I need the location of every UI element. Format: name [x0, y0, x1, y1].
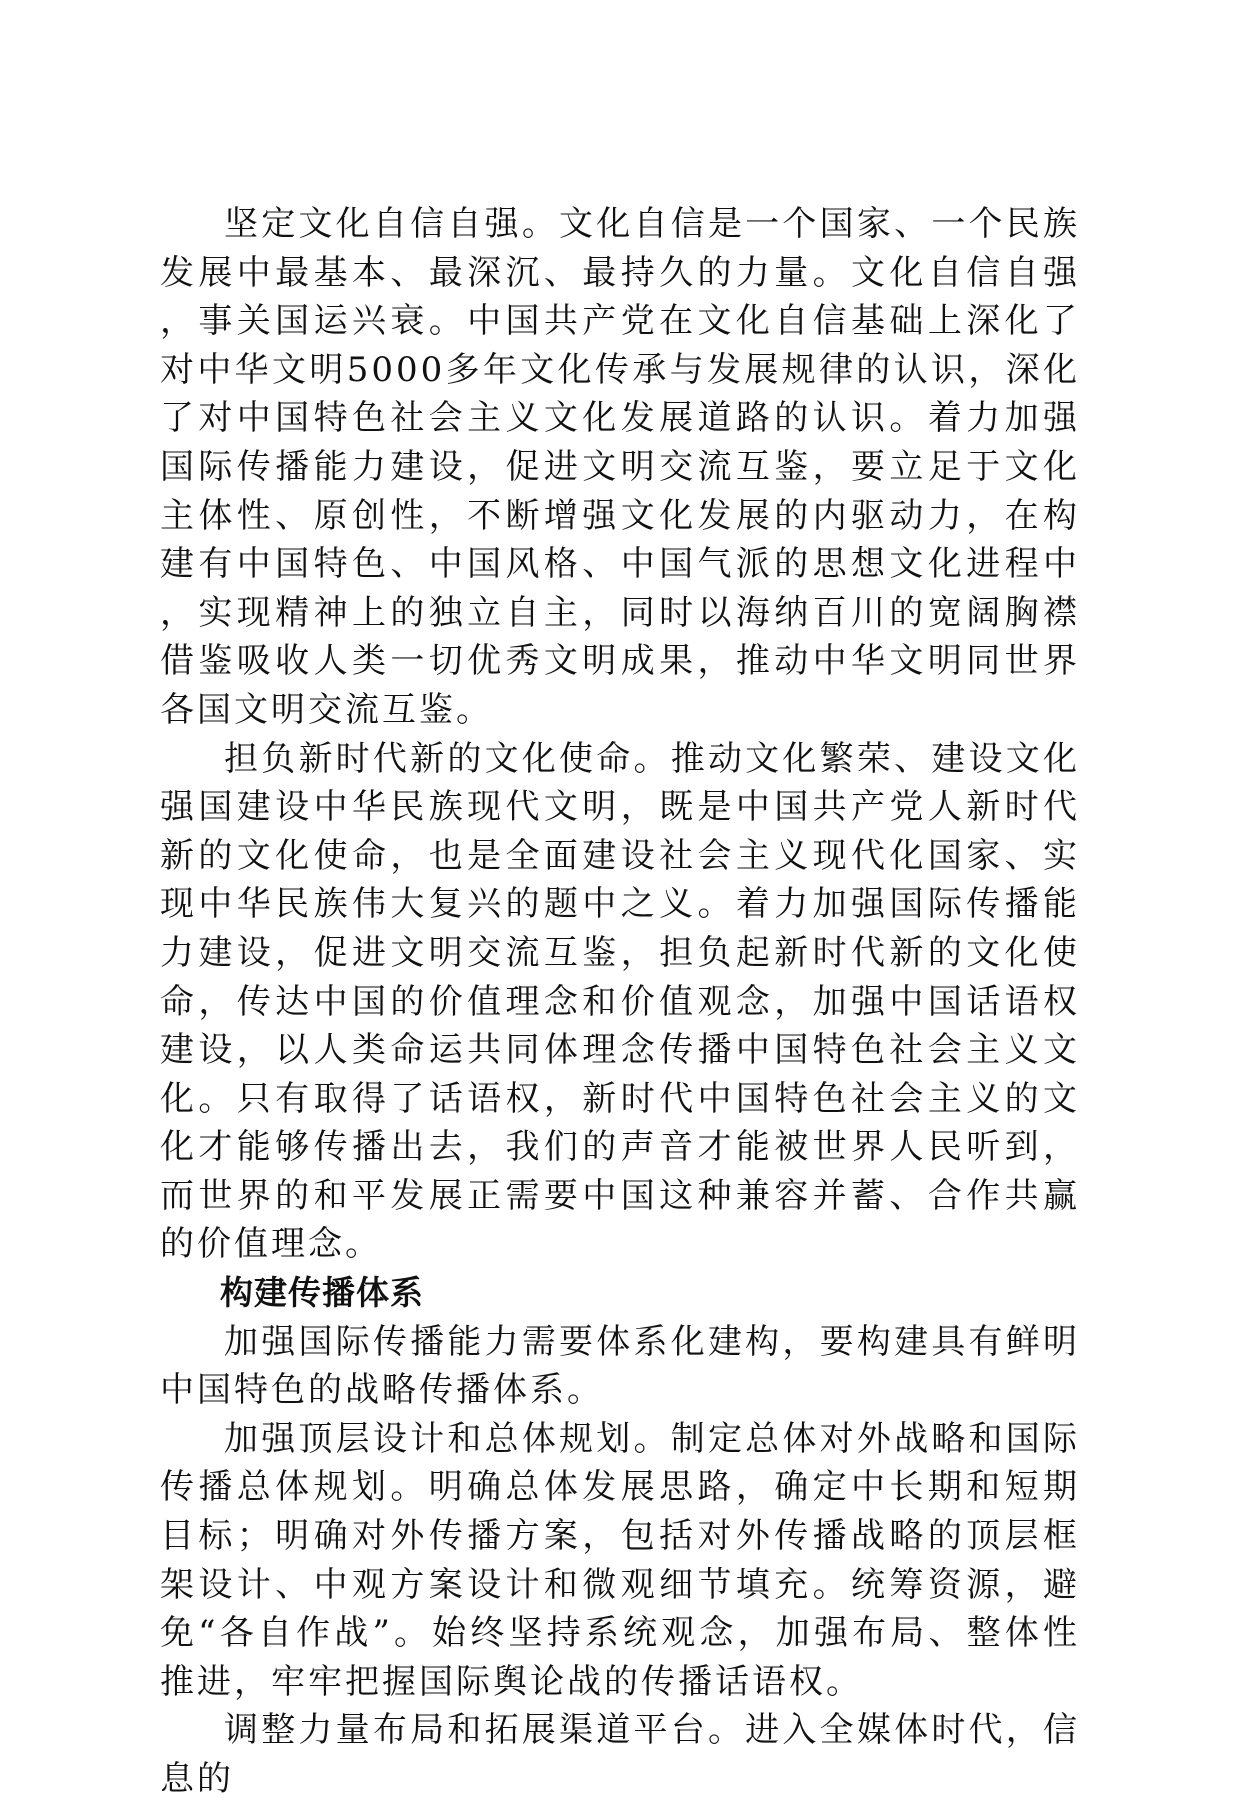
section-heading: 构建传播体系: [220, 1273, 424, 1313]
paragraph-channel-platform: 调整力量布局和拓展渠道平台。进入全媒体时代，信息的: [160, 1710, 1080, 1799]
paragraph-system-intro: 加强国际传播能力需要体系化建构，要构建具有鲜明中国特色的战略传播体系。: [160, 1321, 1080, 1411]
paragraph-cultural-mission: 担负新时代新的文化使命。推动文化繁荣、建设文化强国建设中华民族现代文明，既是中国共产党人新时代新的文化使命，也是全面建设社会主义现代化国家、实现中华民族伟大复兴的题中之义。着力加强国际传播能力建设，促进文明交流互鉴，担负起新时代新的文化使命，传达中国的价值理念和价值观念，加强中国话语权建设，以人类命运共同体理念传播中国特色社会主义文化。只有取得了话语权，新时代中国特色社会主义的文化才能够传播出去，我们的声音才能被世界人民听到，而世界的和平发展正需要中国这种兼容并蓄、合作共赢的价值理念。: [160, 738, 1080, 1265]
document-body: [160, 200, 1080, 1804]
paragraph-top-level-design: 加强顶层设计和总体规划。制定总体对外战略和国际传播总体规划。明确总体发展思路，确定中长期和短期目标；明确对外传播方案，包括对外传播战略的顶层框架设计、中观方案设计和微观细节填充。统筹资源，避免“各自作战”。始终坚持系统观念，加强布局、整体性推进，牢牢把握国际舆论战的传播话语权。: [160, 1418, 1080, 1702]
paragraph-cultural-confidence: 坚定文化自信自强。文化自信是一个国家、一个民族发展中最基本、最深沉、最持久的力量。文化自信自强，事关国运兴衰。中国共产党在文化自信基础上深化了对中华文明5000多年文化传承与发展规律的认识，深化了对中国特色社会主义文化发展道路的认识。着力加强国际传播能力建设，促进文明交流互鉴，要立足于文化主体性、原创性，不断增强文化发展的内驱动力，在构建有中国特色、中国风格、中国气派的思想文化进程中，实现精神上的独立自主，同时以海纳百川的宽阔胸襟借鉴吸收人类一切优秀文明成果，推动中华文明同世界各国文明交流互鉴。: [160, 204, 1080, 730]
